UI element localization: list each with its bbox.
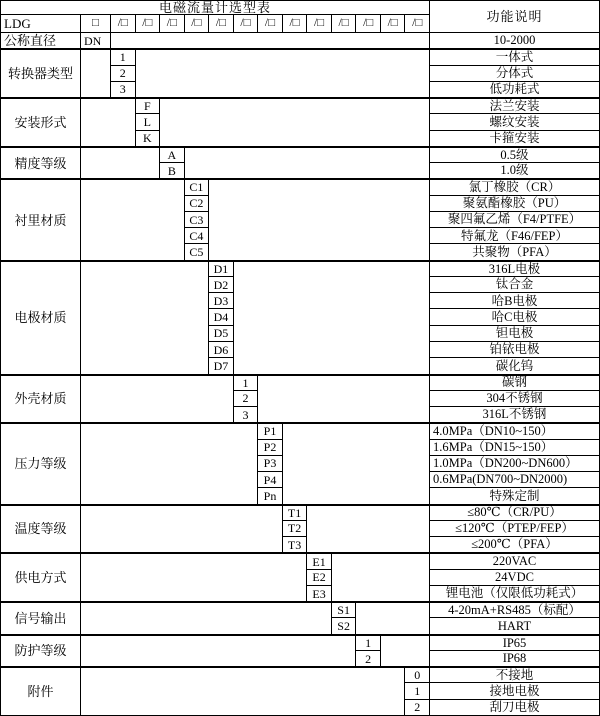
option-code-cell: 2 [405, 700, 430, 716]
option-code-cell: E1 [307, 553, 332, 569]
option-desc-cell: 0.5级 [430, 147, 600, 163]
group-label-4: 电极材质 [1, 261, 81, 375]
option-code-cell: D7 [209, 358, 234, 374]
group-label-5: 外壳材质 [1, 375, 81, 424]
empty-cell [81, 179, 185, 260]
option-code-cell: C1 [185, 179, 210, 195]
option-code-cell: D4 [209, 309, 234, 325]
option-code-cell: 1 [111, 49, 136, 65]
function-column-header: 功能说明 [430, 1, 600, 33]
model-slot-box-1: /□ [111, 15, 136, 33]
model-slot-box-9: /□ [307, 15, 332, 33]
empty-cell [209, 179, 430, 260]
option-code-cell: 1 [356, 635, 381, 651]
empty-cell [185, 147, 430, 180]
model-slot-box-6: /□ [234, 15, 259, 33]
option-desc-cell: IP65 [430, 635, 600, 651]
model-base-box: □ [81, 15, 111, 33]
diameter-desc-cell: 10-2000 [430, 33, 600, 49]
option-desc-cell: 1.0级 [430, 163, 600, 179]
model-slot-box-8: /□ [283, 15, 308, 33]
option-code-cell: D6 [209, 342, 234, 358]
option-code-cell: C2 [185, 196, 210, 212]
option-desc-cell: ≤120℃（PTEP/FEP） [430, 521, 600, 537]
option-desc-cell: 氯丁橡胶（CR） [430, 179, 600, 195]
option-desc-cell: 1.6MPa（DN15~150） [430, 440, 600, 456]
option-code-cell: P2 [258, 440, 283, 456]
model-slot-box-10: /□ [332, 15, 357, 33]
option-desc-cell: 碳钢 [430, 375, 600, 391]
option-code-cell: F [136, 98, 161, 114]
option-desc-cell: 特氟龙（F46/FEP） [430, 228, 600, 244]
empty-cell [258, 375, 430, 424]
empty-cell [81, 49, 111, 98]
option-code-cell: 2 [111, 66, 136, 82]
empty-cell [81, 667, 405, 716]
group-label-6: 压力等级 [1, 423, 81, 504]
option-desc-cell: 聚氨酯橡胶（PU） [430, 196, 600, 212]
option-code-cell: T2 [283, 521, 308, 537]
option-code-cell: D5 [209, 326, 234, 342]
group-label-0: 转换器类型 [1, 49, 81, 98]
option-code-cell: P1 [258, 423, 283, 439]
model-slot-box-7: /□ [258, 15, 283, 33]
model-slot-box-5: /□ [209, 15, 234, 33]
option-desc-cell: 0.6MPa(DN700~DN2000) [430, 472, 600, 488]
option-code-cell: 2 [234, 391, 259, 407]
option-desc-cell: 分体式 [430, 66, 600, 82]
option-code-cell: 3 [111, 82, 136, 98]
option-desc-cell: IP68 [430, 651, 600, 667]
option-code-cell: C3 [185, 212, 210, 228]
empty-cell [81, 602, 332, 635]
empty-cell [111, 33, 430, 49]
option-code-cell: L [136, 114, 161, 130]
empty-cell [81, 553, 307, 602]
empty-cell [332, 553, 430, 602]
diameter-code-cell: DN [81, 33, 111, 49]
empty-cell [160, 98, 430, 147]
empty-cell [81, 375, 234, 424]
group-label-8: 供电方式 [1, 553, 81, 602]
option-code-cell: E3 [307, 586, 332, 602]
option-code-cell: T1 [283, 505, 308, 521]
option-code-cell: A [160, 147, 185, 163]
option-code-cell: C5 [185, 244, 210, 260]
option-desc-cell: 24VDC [430, 570, 600, 586]
option-desc-cell: 钽电极 [430, 326, 600, 342]
option-code-cell: 0 [405, 667, 430, 683]
option-desc-cell: 哈C电极 [430, 309, 600, 325]
option-desc-cell: 4.0MPa（DN10~150） [430, 423, 600, 439]
group-label-9: 信号输出 [1, 602, 81, 635]
option-desc-cell: ≤200℃（PFA） [430, 537, 600, 553]
option-desc-cell: 螺纹安装 [430, 114, 600, 130]
option-desc-cell: 锂电池（仅限低功耗式） [430, 586, 600, 602]
option-code-cell: 2 [356, 651, 381, 667]
option-desc-cell: 316L不锈钢 [430, 407, 600, 423]
empty-cell [81, 147, 160, 180]
empty-cell [356, 602, 430, 635]
empty-cell [81, 423, 258, 504]
diameter-label: 公称直径 [1, 33, 81, 49]
empty-cell [81, 635, 356, 668]
option-code-cell: 1 [405, 683, 430, 699]
option-code-cell: D1 [209, 261, 234, 277]
option-code-cell: S2 [332, 618, 357, 634]
option-desc-cell: 316L电极 [430, 261, 600, 277]
option-code-cell: T3 [283, 537, 308, 553]
option-desc-cell: 低功耗式 [430, 82, 600, 98]
option-desc-cell: 特殊定制 [430, 488, 600, 504]
option-desc-cell: 不接地 [430, 667, 600, 683]
option-desc-cell: 304不锈钢 [430, 391, 600, 407]
group-label-11: 附件 [1, 667, 81, 716]
model-slot-box-11: /□ [356, 15, 381, 33]
option-code-cell: 3 [234, 407, 259, 423]
group-label-3: 衬里材质 [1, 179, 81, 260]
option-code-cell: P3 [258, 456, 283, 472]
option-desc-cell: 220VAC [430, 553, 600, 569]
option-desc-cell: 一体式 [430, 49, 600, 65]
empty-cell [81, 261, 209, 375]
option-desc-cell: 接地电极 [430, 683, 600, 699]
option-code-cell: C4 [185, 228, 210, 244]
option-code-cell: Pn [258, 488, 283, 504]
option-desc-cell: 碳化钨 [430, 358, 600, 374]
empty-cell [307, 505, 430, 554]
option-desc-cell: 铂铱电极 [430, 342, 600, 358]
option-desc-cell: 1.0MPa（DN200~DN600） [430, 456, 600, 472]
group-label-1: 安装形式 [1, 98, 81, 147]
group-label-10: 防护等级 [1, 635, 81, 668]
empty-cell [81, 505, 283, 554]
option-desc-cell: HART [430, 618, 600, 634]
option-desc-cell: 4-20mA+RS485（标配） [430, 602, 600, 618]
option-desc-cell: 法兰安装 [430, 98, 600, 114]
option-code-cell: B [160, 163, 185, 179]
option-desc-cell: 钛合金 [430, 277, 600, 293]
table-title: 电磁流量计选型表 [1, 1, 430, 15]
option-desc-cell: 哈B电极 [430, 293, 600, 309]
model-slot-box-12: /□ [381, 15, 406, 33]
model-slot-box-3: /□ [160, 15, 185, 33]
option-code-cell: E2 [307, 570, 332, 586]
option-desc-cell: 刮刀电极 [430, 700, 600, 716]
empty-cell [234, 261, 430, 375]
option-desc-cell: 聚四氟乙烯（F4/PTFE） [430, 212, 600, 228]
option-desc-cell: 共聚物（PFA） [430, 244, 600, 260]
model-slot-box-4: /□ [185, 15, 210, 33]
option-code-cell: K [136, 131, 161, 147]
empty-cell [381, 635, 430, 668]
group-label-7: 温度等级 [1, 505, 81, 554]
model-prefix-label: LDG [1, 15, 81, 33]
model-slot-box-13: /□ [405, 15, 430, 33]
option-code-cell: D2 [209, 277, 234, 293]
empty-cell [81, 98, 136, 147]
option-code-cell: D3 [209, 293, 234, 309]
empty-cell [136, 49, 430, 98]
option-code-cell: S1 [332, 602, 357, 618]
group-label-2: 精度等级 [1, 147, 81, 180]
model-slot-box-2: /□ [136, 15, 161, 33]
option-code-cell: P4 [258, 472, 283, 488]
option-desc-cell: ≤80℃（CR/PU） [430, 505, 600, 521]
option-desc-cell: 卡箍安装 [430, 131, 600, 147]
option-code-cell: 1 [234, 375, 259, 391]
empty-cell [283, 423, 430, 504]
